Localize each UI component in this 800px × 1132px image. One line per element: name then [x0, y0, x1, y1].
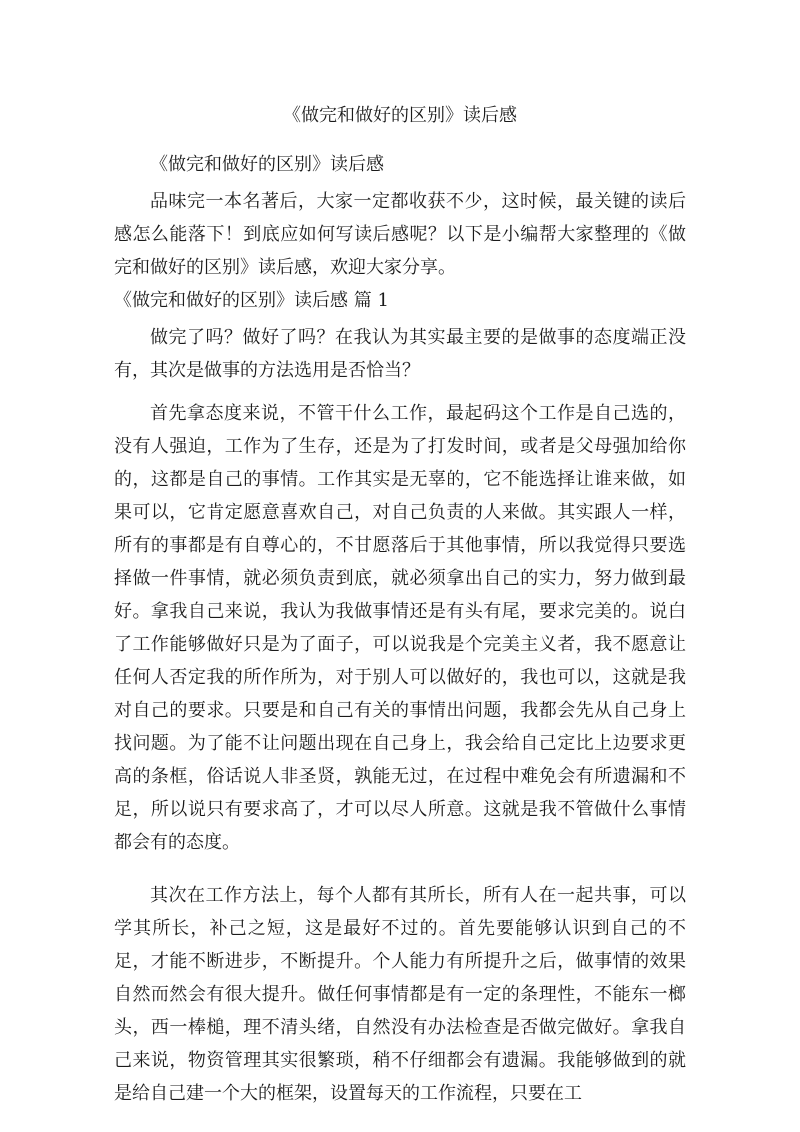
- document-title: 《做完和做好的区别》读后感: [283, 105, 517, 126]
- section-heading: 《做完和做好的区别》读后感 篇 1: [114, 290, 389, 311]
- intro-paragraph: 品味完一本名著后，大家一定都收获不少，这时候，最关键的读后感怎么能落下！到底应如何写读后感呢？以下是小编帮大家整理的《做完和做好的区别》读后感，欢迎大家分享。: [114, 191, 686, 278]
- document-body: [114, 148, 686, 1110]
- body-paragraph: 首先拿态度来说，不管干什么工作，最起码这个工作是自己选的，没有人强迫，工作为了生存，还是为了打发时间，或者是父母强加给你的，这都是自己的事情。工作其实是无辜的，它不能选择让谁来做，如果可以，它肯定愿意喜欢自己，对自己负责的人来做。其实跟人一样，所有的事都是有自尊心的，不甘愿落后于其他事情，所以我觉得只要选择做一件事情，就必须负责到底，就必须拿出自己的实力，努力做到最好。拿我自己来说，我认为我做事情还是有头有尾，要求完美的。说白了工作能够做好只是为了面子，可以说我是个完美主义者，我不愿意让任何人否定我的所作所为，对于别人可以做好的，我也可以，这就是我对自己的要求。只要是和自己有关的事情出问题，我都会先从自己身上找问题。为了能不让问题出现在自己身上，我会给自己定比上边要求更高的条框，俗话说人非圣贤，孰能无过，在过程中难免会有所遗漏和不足，所以说只有要求高了，才可以尽人所意。这就是我不管做什么事情都会有的态度。: [114, 403, 686, 853]
- document-subtitle: 《做完和做好的区别》读后感: [150, 154, 384, 175]
- body-paragraph: 做完了吗？做好了吗？在我认为其实最主要的是做事的态度端正没有，其次是做事的方法选用是否恰当？: [114, 327, 686, 381]
- body-paragraph: 其次在工作方法上，每个人都有其所长，所有人在一起共事，可以学其所长，补己之短，这是最好不过的。首先要能够认识到自己的不足，才能不断进步，不断提升。个人能力有所提升之后，做事情的效果自然而然会有很大提升。做任何事情都是有一定的条理性，不能东一榔头，西一棒槌，理不清头绪，自然没有办法检查是否做完做好。拿我自己来说，物资管理其实很繁琐，稍不仔细都会有遗漏。我能够做到的就是给自己建一个大的框架，设置每天的工作流程，只要在工: [114, 885, 686, 1104]
